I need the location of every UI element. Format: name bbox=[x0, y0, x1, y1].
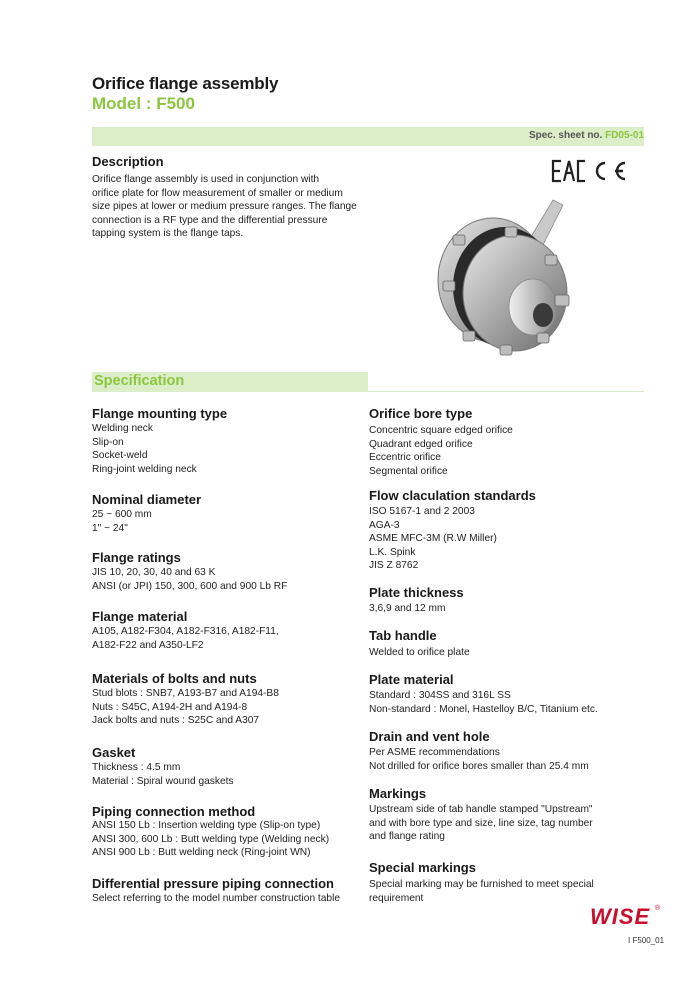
description-heading: Description bbox=[92, 154, 164, 169]
spec-line: and flange rating bbox=[369, 831, 445, 842]
spec-body-plate-material bbox=[369, 689, 598, 716]
specification-divider bbox=[368, 391, 644, 392]
spec-line: Material : Spiral wound gaskets bbox=[92, 775, 234, 787]
page-title: Orifice flange assembly bbox=[92, 74, 279, 93]
spec-line: Quadrant edged orifice bbox=[369, 438, 473, 450]
spec-line: ANSI 300, 600 Lb : Butt welding type (Welding neck) bbox=[92, 833, 330, 845]
spec-heading-drain-vent: Drain and vent hole bbox=[369, 729, 490, 744]
spec-body-flange-ratings bbox=[92, 566, 287, 593]
spec-line: Socket-weld bbox=[92, 450, 148, 461]
spec-body-dp-piping bbox=[92, 892, 340, 906]
spec-line: ANSI 900 Lb : Butt welding neck (Ring-joint WN) bbox=[92, 847, 311, 858]
spec-line: ANSI 150 Lb : Insertion welding type (Slip-on type) bbox=[92, 820, 321, 831]
spec-heading-tab-handle: Tab handle bbox=[369, 628, 437, 643]
spec-line: 1" ~ 24" bbox=[92, 522, 128, 534]
spec-body-flange-mounting-type bbox=[92, 422, 197, 476]
spec-line: Slip-on bbox=[92, 436, 124, 448]
spec-body-nominal-diameter bbox=[92, 508, 152, 535]
spec-line: Select referring to the model number construction table bbox=[92, 893, 341, 904]
spec-line: Not drilled for orifice bores smaller than 25.4 mm bbox=[369, 760, 589, 772]
spec-line: Eccentric orifice bbox=[369, 452, 441, 463]
description-line: tapping system is the flange taps. bbox=[92, 228, 244, 239]
spec-body-flow-standards bbox=[369, 505, 497, 573]
spec-line: Standard : 304SS and 316L SS bbox=[369, 690, 511, 701]
spec-line: Per ASME recommendations bbox=[369, 747, 500, 758]
spec-body-drain-vent bbox=[369, 746, 589, 773]
spec-heading-plate-thickness: Plate thickness bbox=[369, 585, 464, 600]
spec-line: Concentric square edged orifice bbox=[369, 425, 513, 436]
model-name: Model : F500 bbox=[92, 94, 195, 113]
spec-line: 3,6,9 and 12 mm bbox=[369, 603, 446, 614]
spec-line: and with bore type and size, line size, tag number bbox=[369, 817, 593, 829]
spec-body-markings bbox=[369, 803, 593, 844]
spec-body-tab-handle bbox=[369, 646, 470, 660]
spec-line: requirement bbox=[369, 892, 424, 904]
spec-heading-flow-standards: Flow claculation standards bbox=[369, 488, 536, 503]
spec-body-gasket bbox=[92, 761, 234, 788]
spec-body-flange-material bbox=[92, 625, 279, 652]
spec-heading-nominal-diameter: Nominal diameter bbox=[92, 492, 202, 507]
spec-line: A105, A182-F304, A182-F316, A182-F11, bbox=[92, 626, 279, 637]
eac-ce-marks-icon bbox=[551, 156, 643, 186]
spec-body-special-markings bbox=[369, 878, 594, 905]
spec-heading-flange-ratings: Flange ratings bbox=[92, 550, 181, 565]
description-line: orifice plate for flow measurement of smaller or medium bbox=[92, 187, 343, 199]
spec-body-bolts-nuts bbox=[92, 687, 279, 728]
wise-logo: WISE bbox=[590, 904, 651, 929]
spec-heading-special-markings: Special markings bbox=[369, 860, 476, 875]
spec-line: Jack bolts and nuts : S25C and A307 bbox=[92, 715, 260, 726]
page-number: I F500_01 bbox=[628, 936, 665, 945]
spec-line: Segmental orifice bbox=[369, 465, 448, 477]
spec-heading-flange-material: Flange material bbox=[92, 609, 188, 624]
spec-line: Non-standard : Monel, Hastelloy B/C, Titanium etc. bbox=[369, 703, 598, 715]
spec-line: ASME MFC-3M (R.W Miller) bbox=[369, 533, 497, 544]
spec-line: Thickness : 4.5 mm bbox=[92, 762, 181, 773]
description-text bbox=[92, 173, 382, 241]
spec-heading-dp-piping: Differential pressure piping connection bbox=[92, 876, 334, 891]
spec-line: A182-F22 and A350-LF2 bbox=[92, 639, 204, 651]
spec-line: Nuts : S45C, A194-2H and A194-8 bbox=[92, 701, 248, 713]
specification-band bbox=[92, 372, 368, 392]
spec-line: 25 ~ 600 mm bbox=[92, 509, 152, 520]
spec-heading-markings: Markings bbox=[369, 786, 427, 801]
specification-heading: Specification bbox=[94, 373, 185, 389]
spec-sheet-value: FD05-01 bbox=[605, 130, 644, 141]
spec-line: AGA-3 bbox=[369, 519, 400, 531]
spec-line: Special marking may be furnished to meet special bbox=[369, 879, 594, 890]
description-line: size pipes at lower or medium pressure ranges. The flange bbox=[92, 201, 357, 212]
spec-heading-gasket: Gasket bbox=[92, 745, 136, 760]
spec-heading-piping-connection: Piping connection method bbox=[92, 804, 256, 819]
spec-body-piping-connection bbox=[92, 819, 329, 860]
spec-heading-orifice-bore-type: Orifice bore type bbox=[369, 406, 473, 421]
spec-line: Stud blots : SNB7, A193-B7 and A194-B8 bbox=[92, 688, 279, 699]
spec-sheet-number bbox=[529, 130, 644, 141]
spec-line: Welded to orifice plate bbox=[369, 647, 470, 658]
spec-heading-plate-material: Plate material bbox=[369, 672, 454, 687]
spec-body-orifice-bore-type bbox=[369, 424, 513, 478]
spec-line: Upstream side of tab handle stamped "Upstream" bbox=[369, 804, 593, 815]
spec-line: ANSI (or JPI) 150, 300, 600 and 900 Lb RF bbox=[92, 580, 288, 592]
description-line: connection is a RF type and the differential pressure bbox=[92, 214, 328, 226]
product-photo bbox=[405, 195, 585, 375]
certification-marks bbox=[551, 156, 643, 191]
spec-line: Ring-joint welding neck bbox=[92, 463, 197, 475]
spec-heading-flange-mounting-type: Flange mounting type bbox=[92, 406, 228, 421]
description-line: Orifice flange assembly is used in conjunction with bbox=[92, 174, 320, 185]
spec-line: ISO 5167-1 and 2 2003 bbox=[369, 506, 475, 517]
spec-body-plate-thickness bbox=[369, 602, 445, 616]
spec-sheet-label: Spec. sheet no. bbox=[528, 130, 603, 141]
spec-heading-bolts-nuts: Materials of bolts and nuts bbox=[92, 671, 257, 686]
spec-line: L.K. Spink bbox=[369, 546, 416, 558]
spec-line: Welding neck bbox=[92, 423, 153, 434]
registered-mark: ® bbox=[655, 905, 661, 912]
spec-line: JIS 10, 20, 30, 40 and 63 K bbox=[92, 567, 216, 578]
spec-line: JIS Z 8762 bbox=[369, 560, 419, 571]
